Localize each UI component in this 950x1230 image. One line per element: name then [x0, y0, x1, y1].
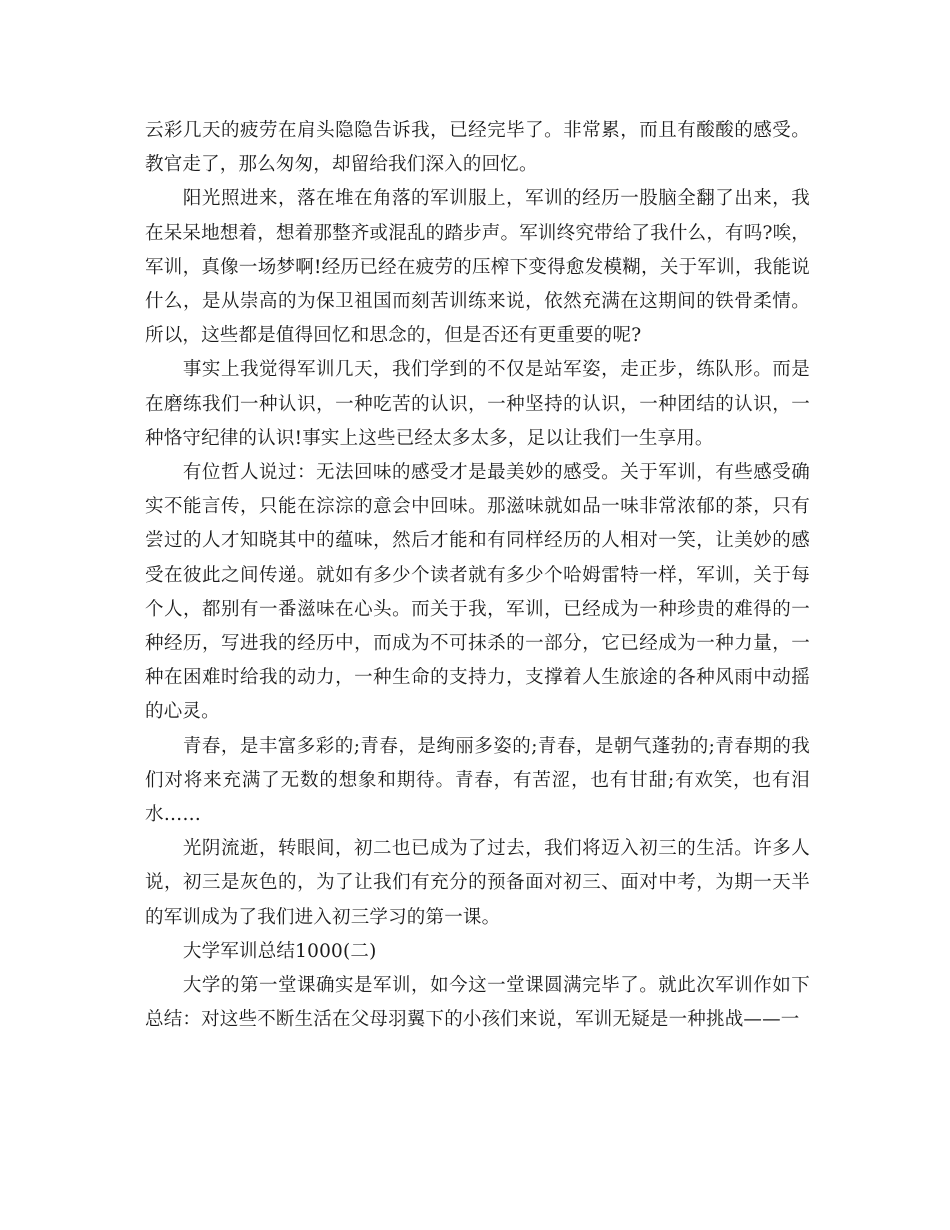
paragraph-3: 事实上我觉得军训几天，我们学到的不仅是站军姿，走正步，练队形。而是在磨练我们一种认识，一种吃苦的认识，一种坚持的认识，一种团结的认识，一种恪守纪律的认识!事实上这些已经太多太多，足以让我们一生享用。: [145, 359, 810, 449]
section-heading: 大学军训总结1000(二): [182, 940, 377, 962]
paragraph-1: 云彩几天的疲劳在肩头隐隐告诉我，已经完毕了。非常累，而且有酸酸的感受。教官走了，那么匆匆，却留给我们深入的回忆。: [145, 120, 810, 176]
document-body: [145, 114, 810, 1037]
paragraph-5: 青春，是丰富多彩的;青春，是绚丽多姿的;青春，是朝气蓬勃的;青春期的我们对将来充满了无数的想象和期待。青春，有苦涩，也有甘甜;有欢笑，也有泪水……: [145, 735, 810, 826]
paragraph-7: 大学的第一堂课确实是军训，如今这一堂课圆满完毕了。就此次军训作如下总结：对这些不断生活在父母羽翼下的小孩们来说，军训无疑是一种挑战——一: [145, 975, 810, 1031]
paragraph-2: 阳光照进来，落在堆在角落的军训服上，军训的经历一股脑全翻了出来，我在呆呆地想着，想着那整齐或混乱的踏步声。军训终究带给了我什么，有吗?唉，军训，真像一场梦啊!经历已经在疲劳的压榨下变得愈发模糊，关于军训，我能说什么，是从崇高的为保卫祖国而刻苦训练来说，依然充满在这期间的铁骨柔情。所以，这些都是值得回忆和思念的，但是否还有更重要的呢?: [145, 188, 810, 347]
paragraph-6: 光阴流逝，转眼间，初二也已成为了过去，我们将迈入初三的生活。许多人说，初三是灰色的，为了让我们有充分的预备面对初三、面对中考，为期一天半的军训成为了我们进入初三学习的第一课。: [145, 838, 810, 928]
paragraph-4: 有位哲人说过：无法回味的感受才是最美妙的感受。关于军训，有些感受确实不能言传，只能在淙淙的意会中回味。那滋味就如品一味非常浓郁的茶，只有尝过的人才知晓其中的蕴味，然后才能和有同样经历的人相对一笑，让美妙的感受在彼此之间传递。就如有多少个读者就有多少个哈姆雷特一样，军训，关于每个人，都别有一番滋味在心头。而关于我，军训，已经成为一种珍贵的难得的一种经历，写进我的经历中，而成为不可抹杀的一部分，它已经成为一种力量，一种在困难时给我的动力，一种生命的支持力，支撑着人生旅途的各种风雨中动摇的心灵。: [145, 462, 810, 723]
